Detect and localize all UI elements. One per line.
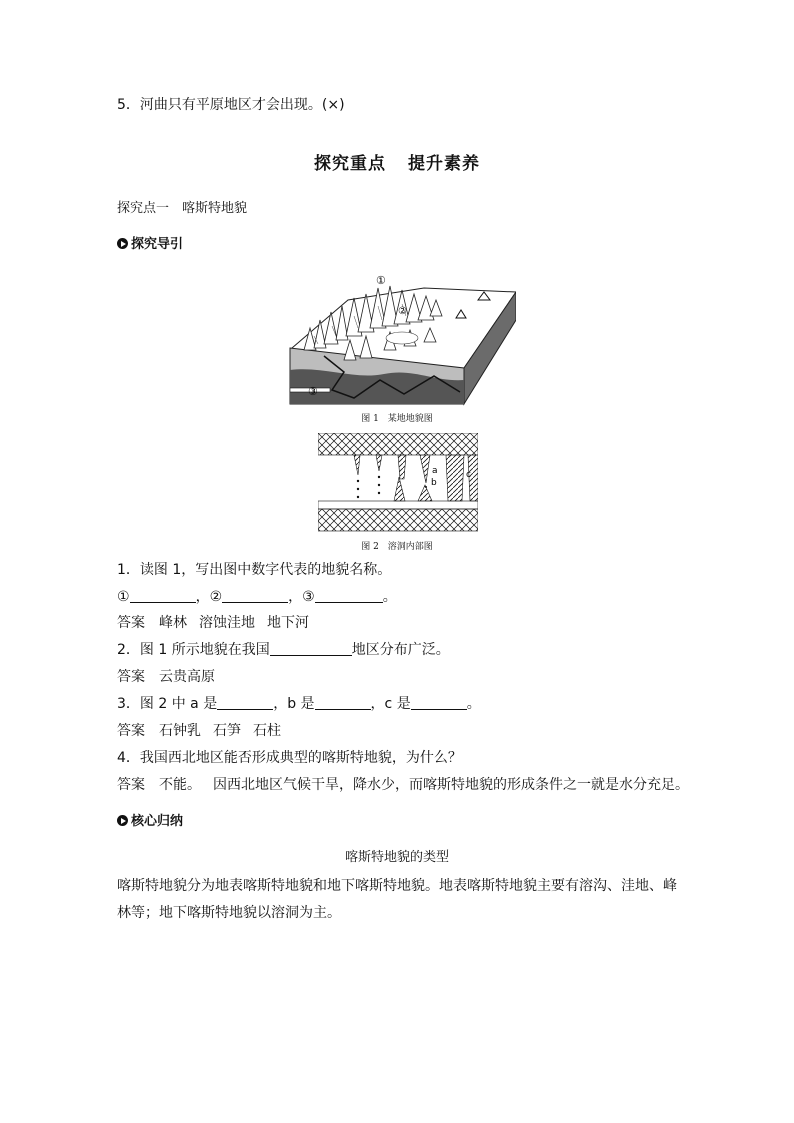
answer-3 [117,721,281,741]
period: 。 [466,696,481,712]
answer-label: 答案 [117,723,145,739]
answer-label: 答案 [117,669,145,685]
section-title-part1: 探究重点 [314,154,386,174]
blank-2-marker: ② [209,589,223,605]
question-3-text: ，c 是 [370,696,411,712]
figure-1-caption: 图 1 某地地貌图 [361,414,433,424]
answer-4-reason: 因西北地区气候干旱，降水少，而喀斯特地貌的形成条件之一就是水分充足。 [213,777,689,793]
summary-paragraph: 喀斯特地貌分为地表喀斯特地貌和地下喀斯特地貌。地表喀斯特地貌主要有溶沟、洼地、峰林等；地下喀斯特地貌以溶洞为主。 [117,878,677,921]
comma: ， [195,589,210,605]
comma: ， [288,589,303,605]
play-circle-icon [117,815,128,826]
play-circle-icon [117,238,128,249]
answer-4 [117,775,689,795]
question-1-blanks [117,587,397,607]
answer-blank[interactable] [270,641,352,656]
answer-1-item: 溶蚀洼地 [199,615,255,631]
figure-1-label-2: ② [398,306,407,317]
question-2-text: 地区分布广泛。 [351,642,450,658]
answer-1-item: 峰林 [159,615,187,631]
figure-1-label-1: ① [376,274,386,287]
figure-2-caption: 图 2 溶洞内部图 [361,542,433,552]
blank-1-marker: ① [117,589,130,605]
answer-blank-2[interactable] [222,588,288,603]
answer-blank-b[interactable] [315,695,371,710]
figure-2-cave-interior [318,433,478,533]
answer-blank-c[interactable] [411,695,467,710]
blank-3-marker: ③ [302,589,315,605]
answer-2 [117,667,215,687]
question-3-text: ，b 是 [273,696,315,712]
summary-tag [117,812,183,832]
answer-1 [117,613,309,633]
answer-label: 答案 [117,777,145,793]
answer-blank-1[interactable] [130,588,196,603]
figure-2-label-c: c [466,470,471,480]
answer-blank-3[interactable] [315,588,383,603]
answer-3-item: 石钟乳 [159,723,201,739]
question-4: 4．我国西北地区能否形成典型的喀斯特地貌，为什么？ [117,750,462,766]
question-5: 5．河曲只有平原地区才会出现。(×) [117,97,345,113]
answer-label: 答案 [117,615,145,631]
answer-4-short: 不能。 [159,777,201,793]
figure-1-label-3: ③ [308,385,318,398]
section-title-part2: 提升素养 [408,154,480,174]
question-2-text: 2．图 1 所示地貌在我国 [117,642,270,658]
guide-tag [117,235,183,255]
question-3 [117,694,481,714]
figure-1-karst-block-diagram [284,270,516,410]
question-3-text: 3．图 2 中 a 是 [117,696,218,712]
answer-3-item: 石笋 [213,723,241,739]
guide-tag-label: 探究导引 [131,237,184,252]
answer-2-text: 云贵高原 [159,669,215,685]
summary-tag-label: 核心归纳 [131,814,184,829]
question-2 [117,640,450,660]
inquiry-point-heading: 探究点一 喀斯特地貌 [117,201,248,216]
summary-title: 喀斯特地貌的类型 [344,850,449,865]
answer-1-item: 地下河 [267,615,309,631]
answer-3-item: 石柱 [253,723,281,739]
question-1: 1．读图 1，写出图中数字代表的地貌名称。 [117,562,392,578]
answer-blank-a[interactable] [217,695,273,710]
section-title [0,149,794,174]
period: 。 [382,589,397,605]
figure-2-label-a: a [432,466,438,476]
figure-2-label-b: b [431,478,437,488]
